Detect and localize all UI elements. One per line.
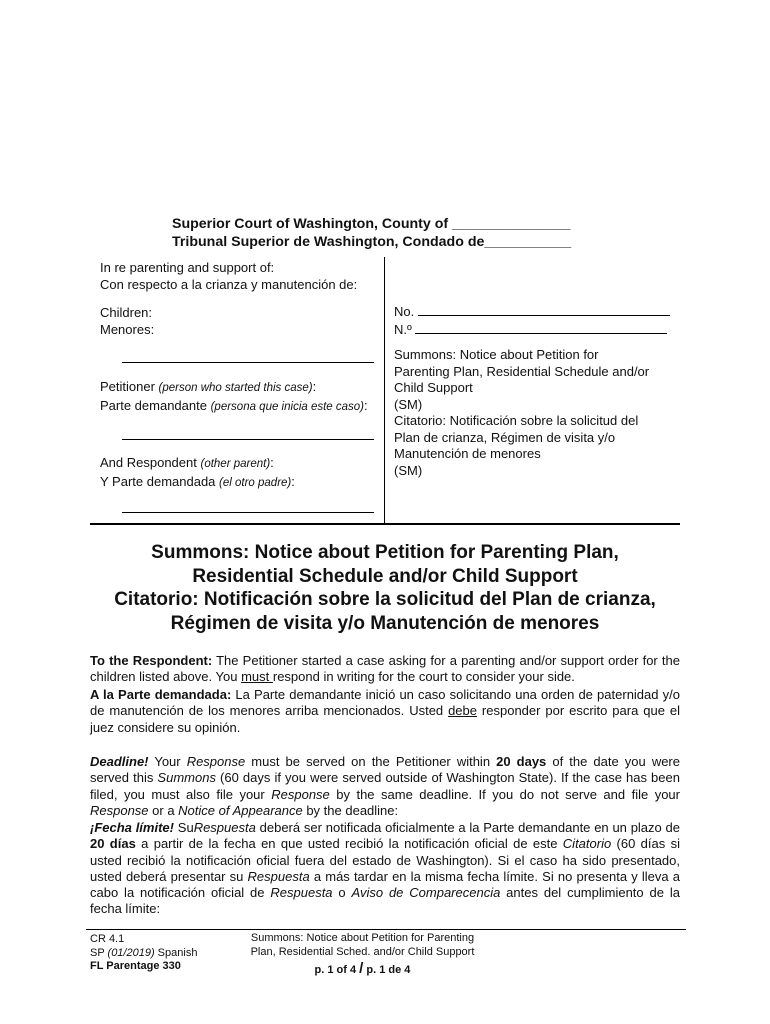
- respondent-second-line[interactable]: [122, 512, 374, 513]
- petitioner-label: [100, 378, 368, 416]
- children-english: Children:: [100, 305, 153, 320]
- title-line: Régimen de visita y/o Manutención de menores: [170, 612, 600, 634]
- case-number-field-es[interactable]: [415, 321, 667, 334]
- footer-title-line: Summons: Notice about Petition for Parenting: [250, 932, 475, 944]
- doc-title-code: (SM): [394, 462, 423, 478]
- doc-title-line: Manutención de menores: [394, 446, 541, 461]
- case-number: [394, 303, 670, 338]
- respondent-spanish: Y Parte demandada (el otro padre):: [100, 474, 295, 489]
- footer-form-info: [90, 933, 197, 974]
- court-line-spanish: Tribunal Superior de Washington, Condado de___________: [172, 234, 572, 250]
- in-re-label: [100, 259, 357, 293]
- page-number: [240, 960, 485, 977]
- doc-title-line: Plan de crianza, Régimen de visita y/o: [394, 429, 616, 445]
- form-code: FL Parentage 330: [90, 960, 181, 972]
- doc-title-code: (SM): [394, 396, 423, 412]
- case-number-spanish: N.º: [394, 321, 670, 339]
- petitioner-spanish: Parte demandante (persona que inicia este caso):: [100, 398, 368, 413]
- case-caption: [90, 257, 680, 524]
- petitioner-name-line[interactable]: [122, 362, 374, 363]
- children-spanish: Menores:: [100, 322, 155, 337]
- footer-rule: [86, 929, 686, 930]
- document-title-block: [394, 347, 649, 479]
- children-label: [100, 304, 154, 338]
- respondent-notice-english: To the Respondent: The Petitioner started a case asking for a parenting and/or support order for the children listed above. You must respond in writing for the court to consider your side.: [90, 653, 680, 685]
- petitioner-english: Petitioner (person who started this case):: [100, 379, 317, 394]
- page-number-spanish: p. 1 de 4: [366, 964, 411, 976]
- doc-title-line: Summons: Notice about Petition for: [394, 347, 599, 362]
- caption-bottom-rule: [90, 523, 680, 525]
- doc-title-line: Parenting Plan, Residential Schedule and/or: [394, 363, 650, 379]
- case-number-field[interactable]: [418, 303, 670, 316]
- respondent-notice-spanish: A la Parte demandada: La Parte demandante inició un caso solicitando una orden de paternidad y/o de manutención de los menores arriba mencionados. Usted debe responder por escrito para que el juez considere su opinión.: [90, 687, 680, 735]
- title-line: Residential Schedule and/or Child Support: [192, 565, 578, 587]
- title-line: Summons: Notice about Petition for Parenting Plan,: [151, 542, 619, 563]
- court-line-english: Superior Court of Washington, County of _______________: [172, 216, 571, 232]
- title-line: Citatorio: Notificación sobre la solicitud del Plan de crianza,: [114, 589, 656, 610]
- in-re-english: In re parenting and support of:: [100, 260, 275, 275]
- respondent-name-line[interactable]: [122, 439, 374, 440]
- page-title: [0, 541, 770, 635]
- court-header: [172, 215, 571, 251]
- respondent-label: [100, 454, 295, 492]
- doc-title-line: Child Support: [394, 380, 473, 395]
- footer-title-line: Plan, Residential Sched. and/or Child Support: [250, 945, 475, 958]
- form-number: CR 4.1: [90, 933, 125, 945]
- footer-title: [240, 932, 485, 959]
- in-re-spanish: Con respecto a la crianza y manutención de:: [100, 277, 358, 292]
- page-number-english: p. 1 of 4: [314, 964, 357, 976]
- page-number-separator: /: [359, 960, 364, 977]
- deadline-spanish: ¡Fecha límite! SuRespuesta deberá ser notificada oficialmente a la Parte demandante en un plazo de 20 días a partir de la fecha en que usted recibió la notificación oficial de este Citatorio (60 días si usted recibió la notificación oficial fuera del estado de Washington). Si el caso ha sido presentado, usted deberá presentar su Respuesta a más tardar en la misma fecha límite. Si no presenta y lleva a cabo la notificación oficial de Respuesta o Aviso de Comparecencia antes del cumplimiento de la fecha límite:: [90, 820, 681, 917]
- form-revision: SP (01/2019) Spanish: [90, 946, 198, 959]
- doc-title-line: Citatorio: Notificación sobre la solicitud del: [394, 413, 639, 428]
- deadline-english: Deadline! Your Response must be served on the Petitioner within 20 days of the date you were served this Summons (60 days if you were served outside of Washington State). If the case has been filed, you must also file your Response by the same deadline. If you do not serve and file your Response or a Notice of Appearance by the deadline:: [90, 754, 680, 818]
- respondent-english: And Respondent (other parent):: [100, 455, 274, 470]
- case-number-english: No.: [394, 303, 670, 321]
